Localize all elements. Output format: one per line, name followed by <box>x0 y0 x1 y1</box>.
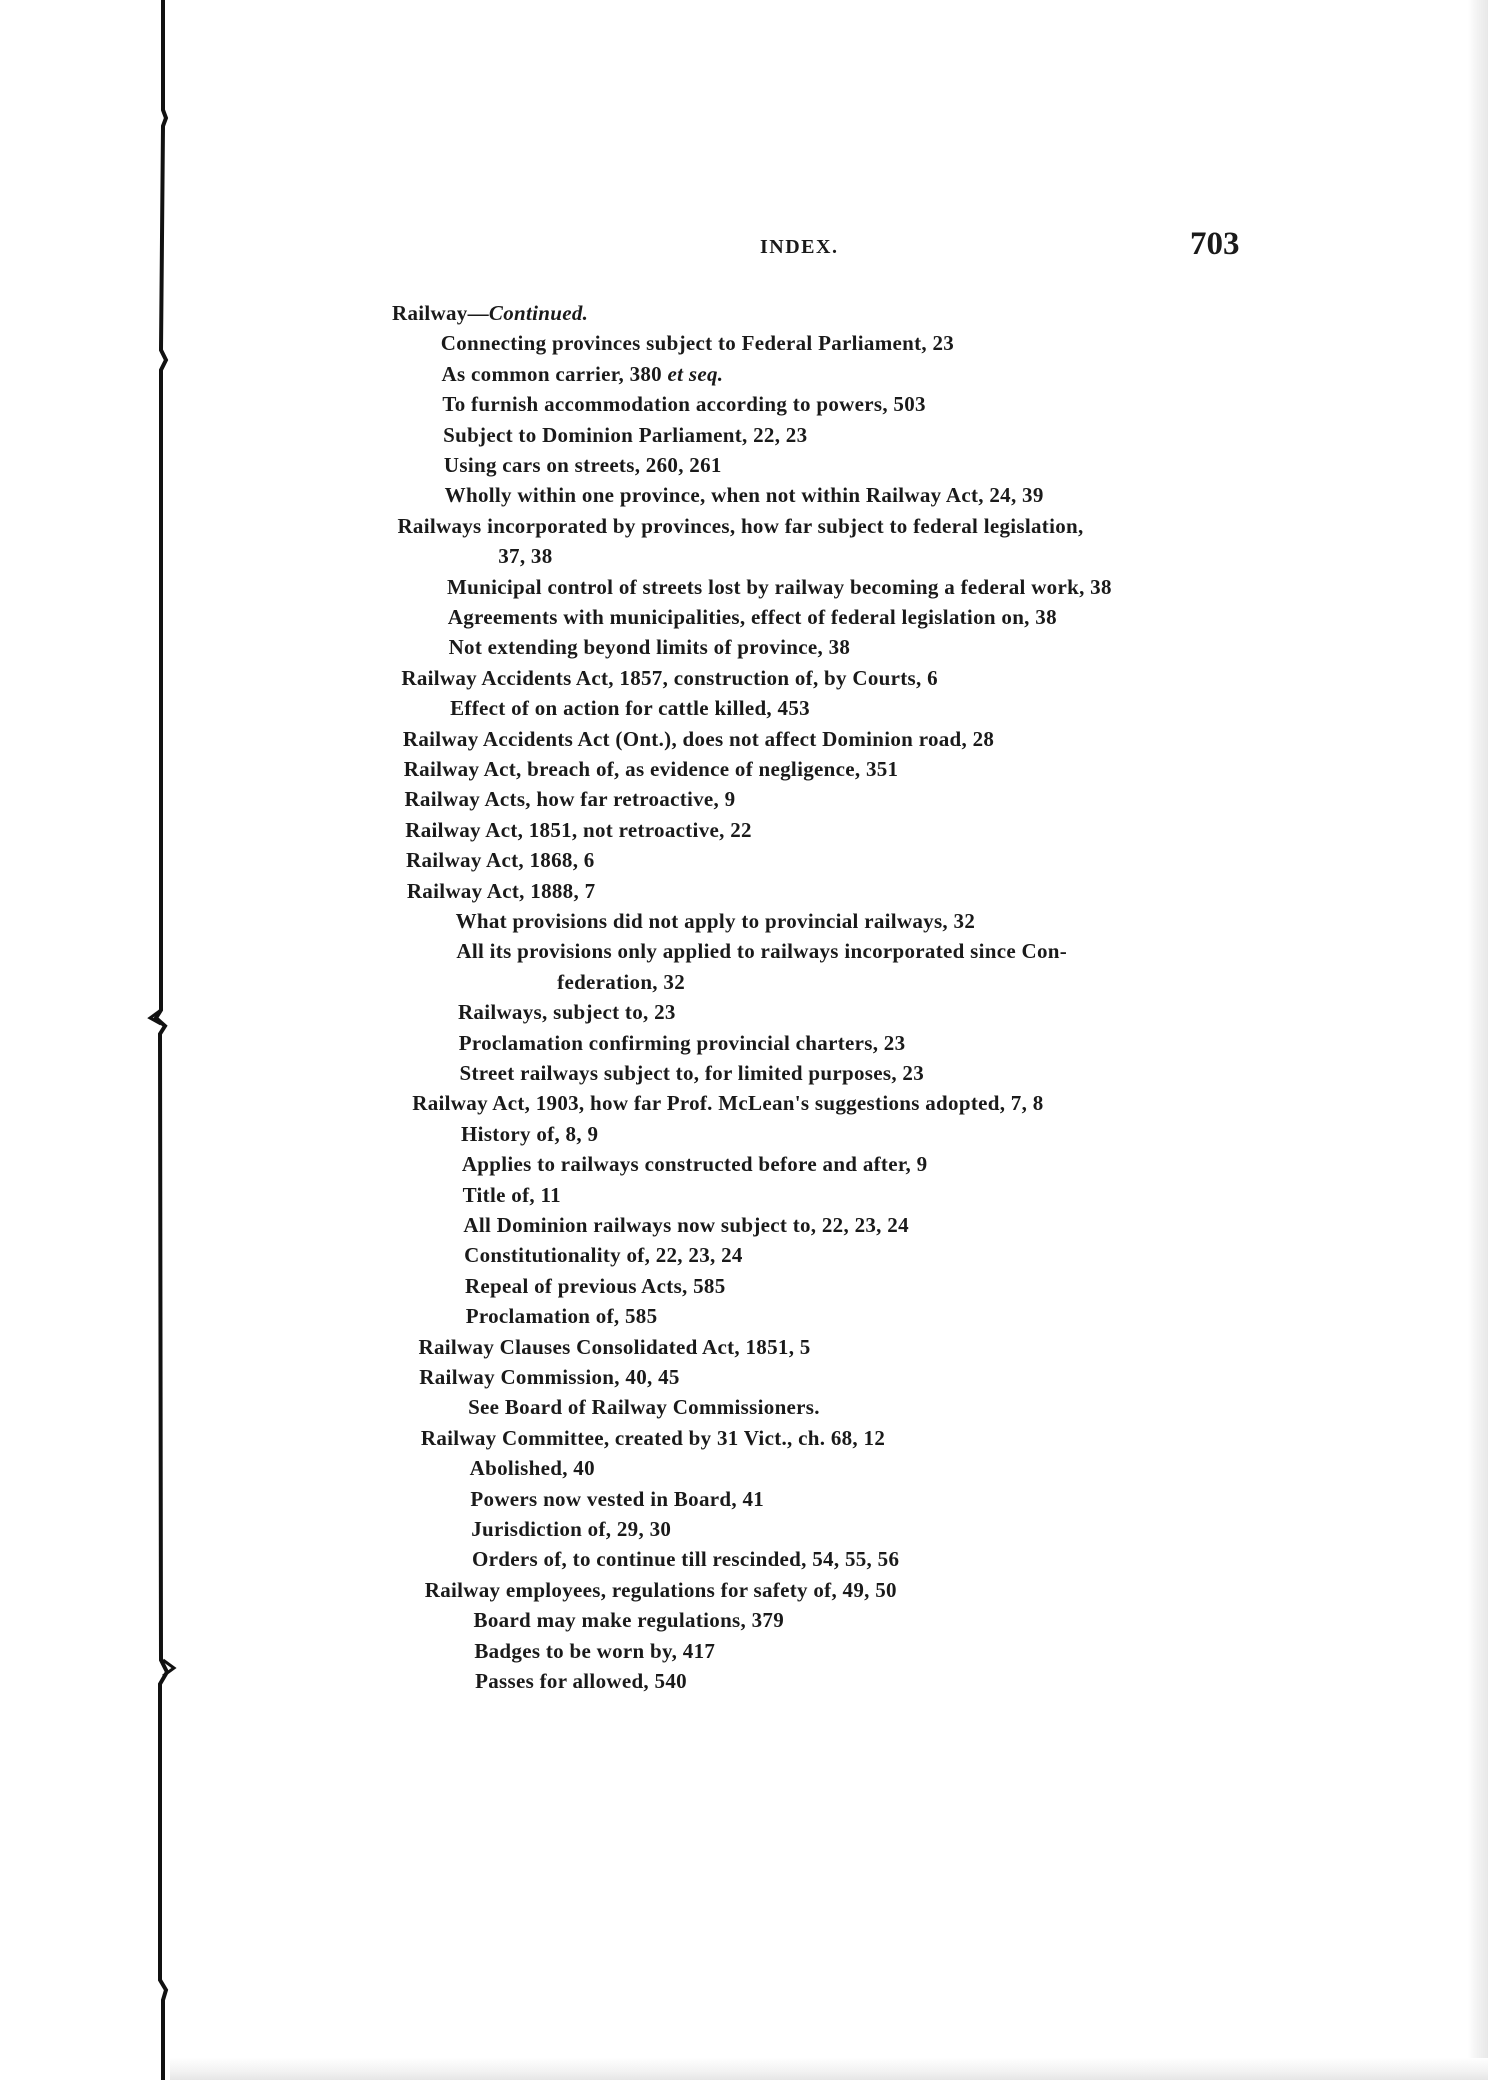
index-sub-entry <box>456 908 976 934</box>
entry-text: As common carrier, 380 <box>441 361 668 386</box>
entry-text: What provisions did not apply to provincial railways, 32 <box>455 909 976 933</box>
index-sub-entry <box>441 330 954 356</box>
index-sub-entry <box>447 574 1112 600</box>
entry-text: Applies to railways constructed before and after, 9 <box>461 1152 928 1177</box>
entry-text: Abolished, 40 <box>469 1456 595 1481</box>
index-main-entry <box>405 817 752 843</box>
index-sub-entry <box>461 1121 598 1147</box>
index-sub-entry <box>460 1060 925 1086</box>
entry-text: See Board of Railway Commissioners. <box>468 1395 820 1420</box>
index-sub-entry <box>474 1638 715 1664</box>
index-main-entry <box>392 300 588 326</box>
entry-text: To furnish accommodation according to powers, 503 <box>442 392 926 417</box>
entry-text: Badges to be worn by, 417 <box>474 1638 716 1663</box>
entry-text: Subject to Dominion Parliament, 22, 23 <box>443 422 808 447</box>
index-sub-entry <box>468 1394 820 1420</box>
index-sub-entry <box>470 1455 595 1481</box>
entry-text: Proclamation confirming provincial charters, 23 <box>458 1030 906 1055</box>
index-sub-entry <box>444 452 722 478</box>
entry-text: Street railways subject to, for limited purposes, 23 <box>459 1061 925 1085</box>
index-sub-entry <box>448 604 1057 630</box>
index-sub-entry <box>456 938 1067 964</box>
entry-text: Connecting provinces subject to Federal Parliament, 23 <box>440 331 955 356</box>
index-sub-entry <box>445 482 1044 508</box>
entry-text: Jurisdiction of, 29, 30 <box>471 1517 672 1541</box>
index-sub-entry <box>450 695 810 721</box>
entry-text: Agreements with municipalities, effect of federal legislation on, 38 <box>447 605 1057 629</box>
entry-text: Railway Clauses Consolidated Act, 1851, 5 <box>418 1334 811 1359</box>
index-sub-entry <box>463 1212 909 1238</box>
entry-text: Railway Accidents Act (Ont.), does not affect Dominion road, 28 <box>402 726 995 751</box>
entry-text: Railway Act, 1851, not retroactive, 22 <box>405 817 752 842</box>
index-main-entry <box>404 786 735 812</box>
index-main-entry <box>407 878 596 904</box>
entry-text: Passes for allowed, 540 <box>475 1669 687 1693</box>
entry-text: Proclamation of, 585 <box>465 1304 658 1329</box>
index-sub-entry <box>557 969 685 995</box>
entry-text: Using cars on streets, 260, 261 <box>443 453 722 477</box>
index-sub-entry <box>442 391 926 417</box>
index-sub-entry <box>475 1668 687 1694</box>
index-main-entry <box>412 1090 1043 1116</box>
entry-text: Railway employees, regulations for safety of, 49, 50 <box>424 1577 897 1602</box>
entry-text: Railways, subject to, 23 <box>457 1000 676 1025</box>
index-sub-entry <box>462 1151 928 1177</box>
index-sub-entry <box>472 1546 899 1572</box>
index-sub-entry <box>459 1030 906 1056</box>
index-main-entry <box>406 847 595 873</box>
index-main-entry <box>419 1364 679 1390</box>
index-sub-entry <box>442 361 724 387</box>
index-sub-entry <box>464 1242 743 1268</box>
entry-text: federation, 32 <box>557 969 685 994</box>
entry-text: Effect of on action for cattle killed, 453 <box>450 696 810 721</box>
left-margin <box>0 0 167 2080</box>
entry-text: Board may make regulations, 379 <box>473 1608 785 1633</box>
entry-text: Railway Committee, created by 31 Vict., ch. 68, 12 <box>420 1425 886 1450</box>
index-sub-entry <box>458 999 676 1025</box>
entry-text: History of, 8, 9 <box>461 1121 599 1146</box>
index-sub-entry <box>463 1182 561 1208</box>
entry-text: Railways incorporated by provinces, how far subject to federal legislation, <box>397 513 1084 538</box>
running-head: INDEX. <box>760 236 839 258</box>
page-bottom-edge <box>170 2058 1488 2080</box>
entry-text: Railway Acts, how far retroactive, 9 <box>404 787 736 812</box>
entry-text: Municipal control of streets lost by railway becoming a federal work, 38 <box>447 574 1112 599</box>
entry-italic-text: Continued. <box>488 301 589 325</box>
index-main-entry <box>401 665 938 691</box>
entry-text: Railway Act, 1903, how far Prof. McLean's suggestions adopted, 7, 8 <box>412 1091 1044 1116</box>
page-number: 703 <box>1190 226 1240 262</box>
index-main-entry <box>419 1334 811 1360</box>
entry-text: Railway Commission, 40, 45 <box>419 1365 680 1389</box>
entry-text: Railway Act, 1868, 6 <box>406 848 595 873</box>
index-main-entry <box>421 1425 885 1451</box>
index-main-entry <box>403 726 994 752</box>
index-sub-entry <box>498 543 552 569</box>
entry-text: Title of, 11 <box>462 1182 561 1207</box>
index-sub-entry <box>470 1486 764 1512</box>
entry-text: Railway— <box>392 301 489 325</box>
entry-text: All its provisions only applied to railways incorporated since Con- <box>456 939 1068 964</box>
entry-text: Railway Act, 1888, 7 <box>406 878 596 903</box>
index-sub-entry <box>466 1303 658 1329</box>
index-sub-entry <box>474 1607 785 1633</box>
index-sub-entry <box>465 1273 726 1299</box>
page-right-edge <box>1468 0 1488 2080</box>
entry-text: Railway Accidents Act, 1857, construction of, by Courts, 6 <box>401 665 938 690</box>
index-main-entry <box>425 1577 897 1603</box>
entry-text: Railway Act, breach of, as evidence of negligence, 351 <box>403 757 899 781</box>
entry-text: Repeal of previous Acts, 585 <box>464 1273 726 1298</box>
entry-text: 37, 38 <box>498 544 553 569</box>
index-sub-entry <box>471 1516 671 1542</box>
entry-text: Powers now vested in Board, 41 <box>470 1486 765 1511</box>
entry-text: Orders of, to continue till rescinded, 54, 55, 56 <box>471 1547 900 1572</box>
entry-text: Constitutionality of, 22, 23, 24 <box>464 1243 743 1268</box>
entry-text: Not extending beyond limits of province, 38 <box>448 635 851 660</box>
index-main-entry <box>404 756 899 782</box>
index-sub-entry <box>449 634 851 660</box>
index-sub-entry <box>443 422 807 448</box>
entry-text: All Dominion railways now subject to, 22, 23, 24 <box>463 1213 909 1237</box>
index-main-entry <box>397 513 1083 539</box>
entry-italic-text: et seq. <box>667 361 724 386</box>
entry-text: Wholly within one province, when not within Railway Act, 24, 39 <box>444 483 1044 508</box>
